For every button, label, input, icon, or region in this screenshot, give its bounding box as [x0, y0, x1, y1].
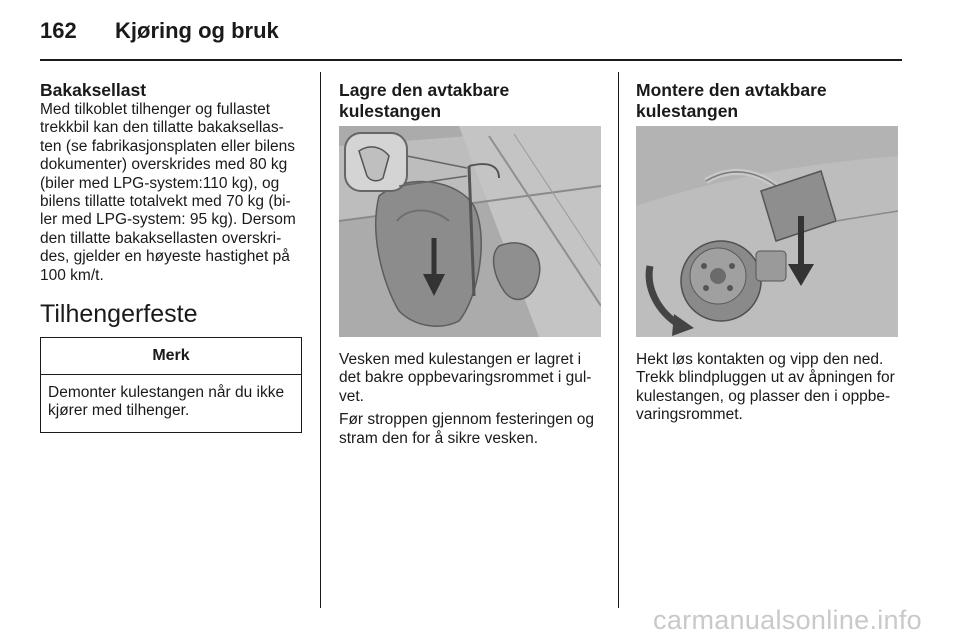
watermark: carmanualsonline.info	[653, 605, 922, 635]
section-title: Tilhengerfeste	[40, 300, 198, 329]
column-divider	[320, 72, 321, 608]
text-line: kulestangen, og plasser den i oppbe-	[636, 387, 891, 405]
text-line: vet.	[339, 387, 364, 405]
page-number: 162	[40, 18, 77, 43]
text-line: dokumenter) overskrides med 80 kg	[40, 156, 288, 174]
text-line: des, gjelder en høyeste hastighet på	[40, 248, 290, 266]
text-line: kjører med tilhenger.	[48, 402, 190, 420]
text-line: stram den for å sikre vesken.	[339, 429, 538, 447]
note-title: Merk	[41, 338, 301, 375]
text-line: det bakre oppbevaringsrommet i gul-	[339, 369, 592, 387]
column-left	[40, 80, 302, 433]
header-rule	[40, 59, 902, 61]
body-paragraph	[40, 101, 302, 285]
text-line: Med tilkoblet tilhenger og fullastet	[40, 101, 271, 118]
heading-line: kulestangen	[636, 101, 739, 121]
heading-line: kulestangen	[339, 101, 442, 121]
note-box	[40, 337, 302, 433]
text-line: 100 km/t.	[40, 266, 104, 284]
text-line: bilens tillatte totalvekt med 70 kg (bi-	[40, 193, 291, 211]
heading-line: Lagre den avtakbare	[339, 80, 510, 100]
text-line: Hekt løs kontakten og vipp den ned.	[636, 351, 884, 368]
column-divider	[618, 72, 619, 608]
text-line: Trekk blindpluggen ut av åpningen for	[636, 369, 895, 387]
note-body	[41, 375, 301, 432]
heading-line: Montere den avtakbare	[636, 80, 827, 100]
illustration-storage-bag	[339, 126, 601, 337]
column-middle	[339, 80, 601, 448]
text-line: Før stroppen gjennom festeringen og	[339, 411, 595, 429]
text-line: trekkbil kan den tillatte bakaksellas-	[40, 119, 284, 137]
body-paragraph	[339, 351, 601, 406]
body-paragraph	[636, 351, 904, 425]
section-heading	[636, 80, 904, 122]
section-heading: Bakaksellast	[40, 80, 147, 100]
text-line: varingsrommet.	[636, 406, 743, 424]
text-line: ler med LPG-system: 95 kg). Dersom	[40, 211, 296, 229]
chapter-title: Kjøring og bruk	[115, 18, 279, 43]
text-line: (biler med LPG-system:110 kg), og	[40, 174, 280, 192]
text-line: den tillatte bakaksellasten overskri-	[40, 229, 282, 247]
illustration-connector	[636, 126, 898, 337]
column-right	[636, 80, 904, 425]
section-heading	[339, 80, 601, 122]
text-line: Demonter kulestangen når du ikke	[48, 384, 285, 402]
body-paragraph	[339, 411, 601, 448]
text-line: ten (se fabrikasjonsplaten eller bilens	[40, 137, 296, 155]
text-line: Vesken med kulestangen er lagret i	[339, 351, 582, 368]
